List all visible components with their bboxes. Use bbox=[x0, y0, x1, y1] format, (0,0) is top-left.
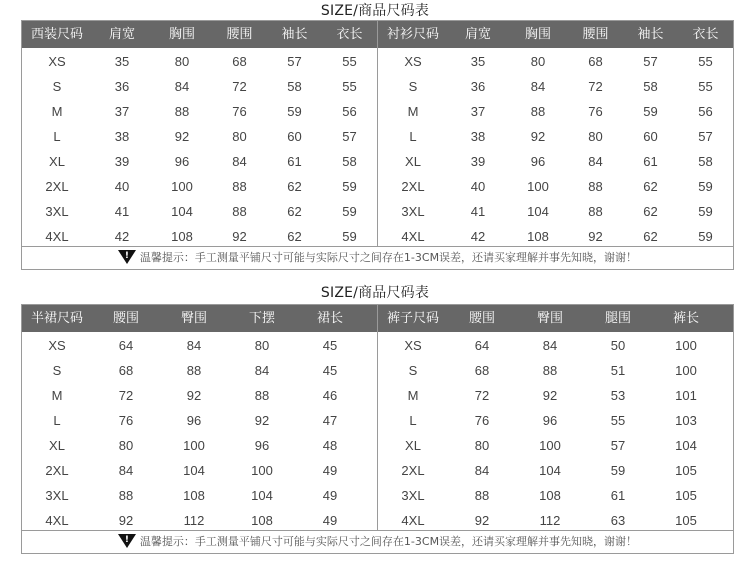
measurement-cell: 76 bbox=[474, 413, 490, 428]
table-header-row bbox=[378, 21, 733, 48]
measurement-cell: 100 bbox=[171, 179, 193, 194]
measurement-notice bbox=[22, 246, 733, 269]
measurement-cell: 61 bbox=[610, 488, 626, 503]
size-label-cell: 4XL bbox=[45, 513, 69, 528]
column-header: 腿围 bbox=[604, 311, 631, 326]
column-header: 臀围 bbox=[180, 311, 207, 326]
column-header: 胸围 bbox=[168, 27, 195, 42]
measurement-cell: 58 bbox=[287, 79, 302, 94]
table-row bbox=[22, 129, 377, 147]
measurement-cell: 35 bbox=[114, 54, 130, 69]
measurement-cell: 48 bbox=[322, 438, 338, 453]
measurement-cell: 108 bbox=[183, 488, 205, 503]
notice-text: 温馨提示：手工测量平铺尺寸可能与实际尺寸之间存在1-3CM误差，还请买家理解并事先知晓，谢谢！ bbox=[139, 251, 638, 264]
measurement-cell: 39 bbox=[114, 154, 130, 169]
measurement-cell: 80 bbox=[118, 438, 134, 453]
measurement-cell: 40 bbox=[470, 179, 486, 194]
measurement-cell: 88 bbox=[118, 488, 134, 503]
measurement-cell: 57 bbox=[610, 438, 626, 453]
measurement-cell: 64 bbox=[474, 338, 490, 353]
size-label-cell: XS bbox=[404, 338, 422, 353]
measurement-cell: 92 bbox=[232, 229, 247, 244]
table-row bbox=[22, 104, 377, 122]
column-header: 衣长 bbox=[692, 27, 719, 42]
measurement-cell: 92 bbox=[530, 129, 546, 144]
measurement-cell: 57 bbox=[698, 129, 713, 144]
measurement-cell: 104 bbox=[539, 463, 561, 478]
column-header: 半裙尺码 bbox=[30, 311, 83, 326]
measurement-cell: 60 bbox=[643, 129, 658, 144]
table-row bbox=[378, 204, 733, 222]
table-row bbox=[378, 438, 733, 456]
warning-icon: ! bbox=[118, 534, 136, 548]
measurement-cell: 80 bbox=[474, 438, 490, 453]
measurement-cell: 84 bbox=[186, 338, 202, 353]
measurement-cell: 104 bbox=[183, 463, 205, 478]
column-header: 袖长 bbox=[281, 27, 308, 42]
measurement-cell: 84 bbox=[232, 154, 247, 169]
measurement-cell: 88 bbox=[474, 488, 490, 503]
measurement-cell: 92 bbox=[118, 513, 134, 528]
measurement-cell: 80 bbox=[174, 54, 190, 69]
table-row bbox=[22, 463, 377, 481]
measurement-cell: 100 bbox=[675, 338, 697, 353]
measurement-cell: 49 bbox=[322, 488, 338, 503]
column-header: 肩宽 bbox=[464, 27, 491, 42]
measurement-cell: 62 bbox=[287, 179, 302, 194]
column-header: 衣长 bbox=[336, 27, 363, 42]
measurement-cell: 61 bbox=[643, 154, 658, 169]
table-row bbox=[22, 488, 377, 506]
measurement-cell: 92 bbox=[186, 388, 202, 403]
measurement-cell: 88 bbox=[186, 363, 202, 378]
table-row bbox=[378, 488, 733, 506]
measurement-cell: 59 bbox=[698, 204, 713, 219]
measurement-cell: 92 bbox=[542, 388, 558, 403]
size-label-cell: 2XL bbox=[45, 179, 69, 194]
table-row bbox=[378, 154, 733, 172]
table-row bbox=[378, 54, 733, 72]
measurement-cell: 84 bbox=[530, 79, 546, 94]
measurement-cell: 88 bbox=[542, 363, 558, 378]
table-row bbox=[22, 413, 377, 431]
measurement-cell: 92 bbox=[474, 513, 490, 528]
measurement-cell: 88 bbox=[174, 104, 190, 119]
measurement-cell: 64 bbox=[118, 338, 134, 353]
measurement-notice bbox=[22, 530, 733, 553]
table-row bbox=[378, 79, 733, 97]
measurement-cell: 88 bbox=[530, 104, 546, 119]
measurement-cell: 46 bbox=[322, 388, 338, 403]
measurement-cell: 105 bbox=[675, 513, 697, 528]
measurement-cell: 60 bbox=[287, 129, 302, 144]
size-label-cell: M bbox=[407, 104, 419, 119]
measurement-cell: 100 bbox=[675, 363, 697, 378]
measurement-cell: 104 bbox=[527, 204, 549, 219]
table-row bbox=[22, 513, 377, 531]
size-chart-table bbox=[21, 20, 734, 270]
measurement-cell: 96 bbox=[254, 438, 270, 453]
measurement-cell: 112 bbox=[539, 513, 561, 528]
measurement-cell: 84 bbox=[542, 338, 558, 353]
measurement-cell: 84 bbox=[254, 363, 270, 378]
measurement-cell: 76 bbox=[588, 104, 603, 119]
size-label-cell: 2XL bbox=[401, 463, 425, 478]
column-header: 腰围 bbox=[582, 27, 609, 42]
measurement-cell: 103 bbox=[675, 413, 697, 428]
measurement-cell: 62 bbox=[643, 179, 658, 194]
measurement-cell: 35 bbox=[470, 54, 486, 69]
measurement-cell: 62 bbox=[287, 204, 302, 219]
measurement-cell: 38 bbox=[114, 129, 130, 144]
measurement-cell: 100 bbox=[527, 179, 549, 194]
measurement-cell: 58 bbox=[342, 154, 357, 169]
measurement-cell: 76 bbox=[118, 413, 134, 428]
measurement-cell: 55 bbox=[698, 79, 713, 94]
size-label-cell: 4XL bbox=[401, 229, 425, 244]
table-row bbox=[378, 104, 733, 122]
table-row bbox=[22, 54, 377, 72]
column-header: 裙长 bbox=[316, 311, 343, 326]
measurement-cell: 108 bbox=[171, 229, 193, 244]
table-row bbox=[378, 463, 733, 481]
size-chart-title: SIZE/商品尺码表 bbox=[320, 3, 430, 19]
measurement-cell: 68 bbox=[474, 363, 490, 378]
measurement-cell: 41 bbox=[114, 204, 130, 219]
table-row bbox=[22, 363, 377, 381]
size-label-cell: 3XL bbox=[401, 488, 425, 503]
column-header: 腰围 bbox=[226, 27, 253, 42]
measurement-cell: 37 bbox=[470, 104, 486, 119]
column-header: 下摆 bbox=[248, 311, 275, 326]
measurement-cell: 104 bbox=[171, 204, 193, 219]
measurement-cell: 72 bbox=[232, 79, 247, 94]
measurement-cell: 88 bbox=[232, 179, 247, 194]
size-label-cell: XS bbox=[48, 338, 66, 353]
measurement-cell: 62 bbox=[643, 204, 658, 219]
table-row bbox=[378, 513, 733, 531]
measurement-cell: 59 bbox=[342, 179, 357, 194]
measurement-cell: 63 bbox=[610, 513, 626, 528]
column-header: 腰围 bbox=[468, 311, 495, 326]
measurement-cell: 38 bbox=[470, 129, 486, 144]
measurement-cell: 45 bbox=[322, 363, 338, 378]
measurement-cell: 51 bbox=[610, 363, 626, 378]
measurement-cell: 101 bbox=[675, 388, 697, 403]
size-chart-title: SIZE/商品尺码表 bbox=[320, 285, 430, 301]
measurement-cell: 72 bbox=[118, 388, 134, 403]
measurement-cell: 50 bbox=[610, 338, 626, 353]
column-header: 胸围 bbox=[524, 27, 551, 42]
measurement-cell: 108 bbox=[251, 513, 273, 528]
size-label-cell: M bbox=[51, 388, 63, 403]
size-label-cell: L bbox=[409, 129, 417, 144]
size-label-cell: S bbox=[408, 363, 418, 378]
measurement-cell: 59 bbox=[287, 104, 302, 119]
measurement-cell: 47 bbox=[322, 413, 338, 428]
measurement-cell: 76 bbox=[232, 104, 247, 119]
size-label-cell: 3XL bbox=[401, 204, 425, 219]
column-header: 西装尺码 bbox=[30, 27, 83, 42]
table-row bbox=[22, 388, 377, 406]
table-header-row bbox=[22, 305, 377, 332]
table-row bbox=[22, 154, 377, 172]
measurement-cell: 112 bbox=[183, 513, 205, 528]
measurement-cell: 80 bbox=[254, 338, 270, 353]
measurement-cell: 72 bbox=[588, 79, 603, 94]
measurement-cell: 84 bbox=[118, 463, 134, 478]
measurement-cell: 56 bbox=[342, 104, 357, 119]
column-header: 裤长 bbox=[672, 311, 699, 326]
measurement-cell: 108 bbox=[527, 229, 549, 244]
size-label-cell: 3XL bbox=[45, 488, 69, 503]
measurement-cell: 45 bbox=[322, 338, 338, 353]
measurement-cell: 59 bbox=[643, 104, 658, 119]
size-label-cell: M bbox=[407, 388, 419, 403]
measurement-cell: 62 bbox=[643, 229, 658, 244]
column-header: 臀围 bbox=[536, 311, 563, 326]
table-row bbox=[378, 179, 733, 197]
measurement-cell: 55 bbox=[342, 79, 357, 94]
measurement-cell: 61 bbox=[287, 154, 302, 169]
measurement-cell: 53 bbox=[610, 388, 626, 403]
table-row bbox=[378, 229, 733, 247]
measurement-cell: 80 bbox=[530, 54, 546, 69]
measurement-cell: 36 bbox=[114, 79, 130, 94]
measurement-cell: 49 bbox=[322, 463, 338, 478]
measurement-cell: 37 bbox=[114, 104, 130, 119]
table-divider bbox=[377, 21, 378, 246]
size-label-cell: M bbox=[51, 104, 63, 119]
measurement-cell: 59 bbox=[610, 463, 626, 478]
measurement-cell: 96 bbox=[542, 413, 558, 428]
measurement-cell: 36 bbox=[470, 79, 486, 94]
measurement-cell: 96 bbox=[530, 154, 546, 169]
size-label-cell: 4XL bbox=[401, 513, 425, 528]
measurement-cell: 88 bbox=[588, 204, 603, 219]
measurement-cell: 57 bbox=[643, 54, 658, 69]
table-row bbox=[22, 229, 377, 247]
size-label-cell: S bbox=[52, 79, 62, 94]
table-row bbox=[22, 438, 377, 456]
size-label-cell: XL bbox=[49, 154, 65, 169]
measurement-cell: 58 bbox=[643, 79, 658, 94]
measurement-cell: 104 bbox=[675, 438, 697, 453]
table-header-row bbox=[22, 21, 377, 48]
measurement-cell: 88 bbox=[588, 179, 603, 194]
table-row bbox=[378, 338, 733, 356]
size-label-cell: XS bbox=[404, 54, 422, 69]
column-header: 腰围 bbox=[112, 311, 139, 326]
measurement-cell: 39 bbox=[470, 154, 486, 169]
measurement-cell: 42 bbox=[470, 229, 486, 244]
table-row bbox=[22, 338, 377, 356]
table-divider bbox=[377, 305, 378, 530]
size-label-cell: XL bbox=[49, 438, 65, 453]
measurement-cell: 105 bbox=[675, 488, 697, 503]
table-row bbox=[22, 204, 377, 222]
measurement-cell: 92 bbox=[588, 229, 603, 244]
table-row bbox=[378, 129, 733, 147]
size-label-cell: 3XL bbox=[45, 204, 69, 219]
size-label-cell: S bbox=[408, 79, 418, 94]
column-header: 肩宽 bbox=[108, 27, 135, 42]
size-label-cell: L bbox=[53, 129, 61, 144]
notice-text: 温馨提示：手工测量平铺尺寸可能与实际尺寸之间存在1-3CM误差，还请买家理解并事先知晓，谢谢！ bbox=[139, 535, 638, 548]
size-label-cell: 4XL bbox=[45, 229, 69, 244]
measurement-cell: 96 bbox=[174, 154, 190, 169]
column-header: 裤子尺码 bbox=[386, 311, 439, 326]
measurement-cell: 105 bbox=[675, 463, 697, 478]
size-label-cell: XS bbox=[48, 54, 66, 69]
measurement-cell: 59 bbox=[698, 229, 713, 244]
table-row bbox=[378, 363, 733, 381]
size-label-cell: S bbox=[52, 363, 62, 378]
size-label-cell: XL bbox=[405, 438, 421, 453]
measurement-cell: 68 bbox=[588, 54, 603, 69]
measurement-cell: 40 bbox=[114, 179, 130, 194]
table-row bbox=[22, 179, 377, 197]
size-label-cell: L bbox=[409, 413, 417, 428]
measurement-cell: 84 bbox=[588, 154, 603, 169]
measurement-cell: 80 bbox=[232, 129, 247, 144]
warning-icon: ! bbox=[118, 250, 136, 264]
measurement-cell: 57 bbox=[342, 129, 357, 144]
measurement-cell: 42 bbox=[114, 229, 130, 244]
measurement-cell: 100 bbox=[183, 438, 205, 453]
measurement-cell: 57 bbox=[287, 54, 302, 69]
measurement-cell: 55 bbox=[342, 54, 357, 69]
measurement-cell: 59 bbox=[342, 229, 357, 244]
measurement-cell: 96 bbox=[186, 413, 202, 428]
measurement-cell: 68 bbox=[232, 54, 247, 69]
table-row bbox=[22, 79, 377, 97]
measurement-cell: 88 bbox=[254, 388, 270, 403]
measurement-cell: 55 bbox=[698, 54, 713, 69]
measurement-cell: 80 bbox=[588, 129, 603, 144]
measurement-cell: 59 bbox=[698, 179, 713, 194]
size-label-cell: L bbox=[53, 413, 61, 428]
measurement-cell: 62 bbox=[287, 229, 302, 244]
measurement-cell: 100 bbox=[251, 463, 273, 478]
table-header-row bbox=[378, 305, 733, 332]
measurement-cell: 56 bbox=[698, 104, 713, 119]
measurement-cell: 100 bbox=[539, 438, 561, 453]
measurement-cell: 92 bbox=[174, 129, 190, 144]
measurement-cell: 59 bbox=[342, 204, 357, 219]
size-label-cell: XL bbox=[405, 154, 421, 169]
size-label-cell: 2XL bbox=[45, 463, 69, 478]
size-chart-table bbox=[21, 304, 734, 554]
measurement-cell: 104 bbox=[251, 488, 273, 503]
column-header: 袖长 bbox=[637, 27, 664, 42]
measurement-cell: 55 bbox=[610, 413, 626, 428]
measurement-cell: 58 bbox=[698, 154, 713, 169]
measurement-cell: 49 bbox=[322, 513, 338, 528]
measurement-cell: 41 bbox=[470, 204, 486, 219]
measurement-cell: 68 bbox=[118, 363, 134, 378]
column-header: 衬衫尺码 bbox=[386, 27, 439, 42]
size-label-cell: 2XL bbox=[401, 179, 425, 194]
measurement-cell: 88 bbox=[232, 204, 247, 219]
table-row bbox=[378, 413, 733, 431]
measurement-cell: 108 bbox=[539, 488, 561, 503]
measurement-cell: 92 bbox=[254, 413, 270, 428]
measurement-cell: 84 bbox=[474, 463, 490, 478]
table-row bbox=[378, 388, 733, 406]
measurement-cell: 72 bbox=[474, 388, 490, 403]
measurement-cell: 84 bbox=[174, 79, 190, 94]
